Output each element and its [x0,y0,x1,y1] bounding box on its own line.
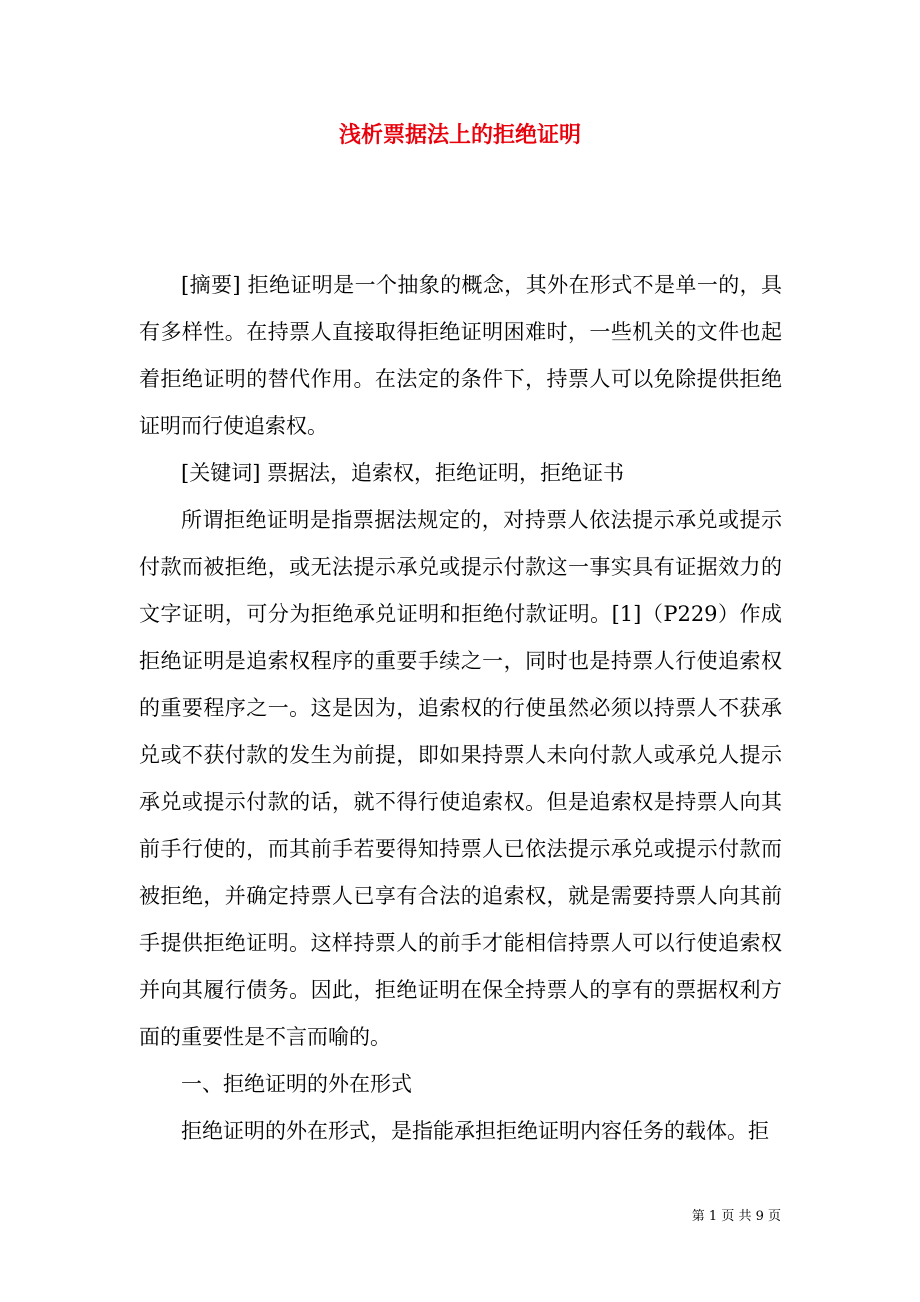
document-body [139,262,782,1155]
page-number-footer: 第 1 页 共 9 页 [691,1209,781,1224]
abstract-paragraph: [摘要] 拒绝证明是一个抽象的概念，其外在形式不是单一的，具有多样性。在持票人直接取得拒绝证明困难时，一些机关的文件也起着拒绝证明的替代作用。在法定的条件下，持票人可以免除提供拒绝证明而行使追索权。 [139,273,782,438]
document-title: 浅析票据法上的拒绝证明 [338,123,581,148]
body-paragraph: 所谓拒绝证明是指票据法规定的，对持票人依法提示承兑或提示付款而被拒绝，或无法提示承兑或提示付款这一事实具有证据效力的文字证明，可分为拒绝承兑证明和拒绝付款证明。[1]（P229）作成拒绝证明是追索权程序的重要手续之一，同时也是持票人行使追索权的重要程序之一。这是因为，追索权的行使虽然必须以持票人不获承兑或不获付款的发生为前提，即如果持票人未向付款人或承兑人提示承兑或提示付款的话，就不得行使追索权。但是追索权是持票人向其前手行使的，而其前手若要得知持票人已依法提示承兑或提示付款而被拒绝，并确定持票人已享有合法的追索权，就是需要持票人向其前手提供拒绝证明。这样持票人的前手才能相信持票人可以行使追索权并向其履行债务。因此，拒绝证明在保全持票人的享有的票据权利方面的重要性是不言而喻的。 [139,508,782,1049]
body-paragraph: 拒绝证明的外在形式，是指能承担拒绝证明内容任务的载体。拒 [181,1119,769,1143]
section-heading: 一、拒绝证明的外在形式 [181,1072,412,1096]
keywords-paragraph: [关键词] 票据法，追索权，拒绝证明，拒绝证书 [181,461,625,485]
